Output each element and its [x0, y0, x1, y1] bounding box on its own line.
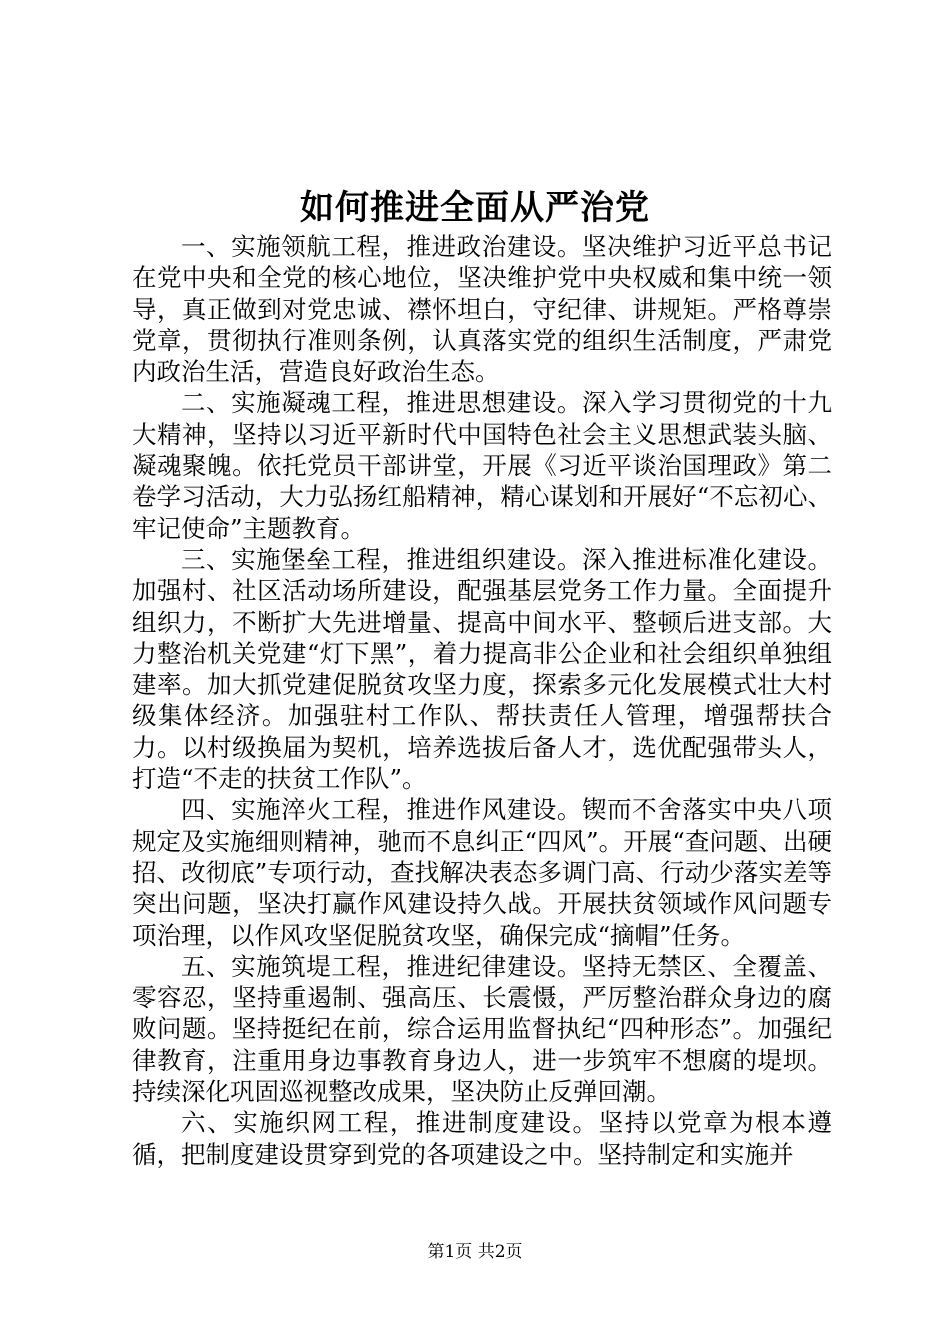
paragraph-4: 四、实施淬火工程，推进作风建设。锲而不舍落实中央八项规定及实施细则精神，驰而不息纠正“四风”。开展“查问题、出硬招、改彻底”专项行动，查找解决表态多调门高、行动少落实差等突出问题，坚决打赢作风建设持久战。开展扶贫领域作风问题专项治理，以作风攻坚促脱贫攻坚，确保完成“摘帽”任务。: [132, 795, 832, 950]
paragraph-1: 一、实施领航工程，推进政治建设。坚决维护习近平总书记在党中央和全党的核心地位，坚决维护党中央权威和集中统一领导，真正做到对党忠诚、襟怀坦白，守纪律、讲规矩。严格尊崇党章，贯彻执行准则条例，认真落实党的组织生活制度，严肃党内政治生活，营造良好政治生态。: [132, 232, 832, 387]
paragraph-5: 五、实施筑堤工程，推进纪律建设。坚持无禁区、全覆盖、零容忍，坚持重遏制、强高压、长震慑，严厉整治群众身边的腐败问题。坚持挺纪在前，综合运用监督执纪“四种形态”。加强纪律教育，注重用身边事教育身边人，进一步筑牢不想腐的堤坝。持续深化巩固巡视整改成果，坚决防止反弹回潮。: [132, 951, 832, 1107]
paragraph-2: 二、实施凝魂工程，推进思想建设。深入学习贯彻党的十九大精神，坚持以习近平新时代中国特色社会主义思想武装头脑、凝魂聚魄。依托党员干部讲堂，开展《习近平谈治国理政》第二卷学习活动，大力弘扬红船精神，精心谋划和开展好“不忘初心、牢记使命”主题教育。: [132, 388, 832, 543]
document-title: 如何推进全面从严治党: [300, 188, 650, 228]
page-footer: 第1页 共2页: [427, 1242, 523, 1262]
paragraph-3: 三、实施堡垒工程，推进组织建设。深入推进标准化建设。加强村、社区活动场所建设，配强基层党务工作力量。全面提升组织力，不断扩大先进增量、提高中间水平、整顿后进支部。大力整治机关党建“灯下黑”，着力提高非公企业和社会组织单独组建率。加大抓党建促脱贫攻坚力度，探索多元化发展模式壮大村级集体经济。加强驻村工作队、帮扶责任人管理，增强帮扶合力。以村级换届为契机，培养选拔后备人才，选优配强带头人，打造“不走的扶贫工作队”。: [132, 544, 832, 794]
paragraph-6: 六、实施织网工程，推进制度建设。坚持以党章为根本遵循，把制度建设贯穿到党的各项建设之中。坚持制定和实施并: [132, 1108, 832, 1169]
document-body: [132, 231, 832, 1170]
